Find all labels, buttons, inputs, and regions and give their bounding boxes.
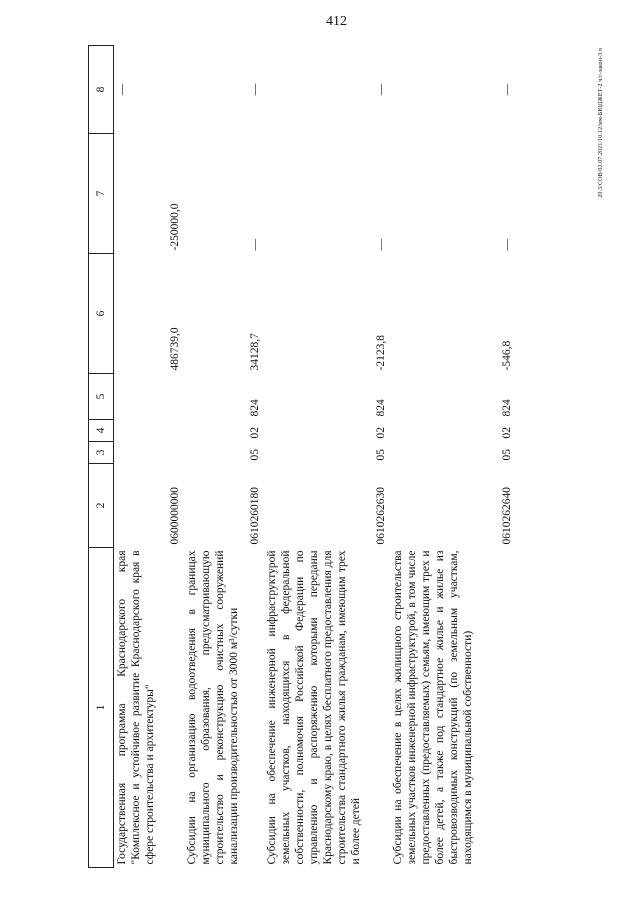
budget-table-grid <box>88 45 516 868</box>
column-header: 7 <box>89 134 114 254</box>
section-code <box>114 442 184 464</box>
column-header: 8 <box>89 46 114 134</box>
row-description: Субсидии на обеспечение в целях жилищного строительства земельных участков инженерной инфраструктурой, в том числе предоставленных (предоставляемых) семьям, имеющим трех и более детей, а также под стандартное жилье и жилье из быстровозводимых конструкций (по земельным участкам, находящимся в муниципальной собственности) <box>391 550 474 865</box>
column-header: 3 <box>89 442 114 464</box>
amount-col7: — <box>500 239 513 251</box>
column-header: 2 <box>89 464 114 548</box>
amount-col6: -546,8 <box>500 340 513 371</box>
target-article-code: 0600000000 <box>168 487 181 545</box>
amount-col8: — <box>374 83 387 96</box>
expense-type-code <box>114 374 184 420</box>
subsection-code <box>114 420 184 442</box>
target-article-code: 0610260180 <box>248 487 261 545</box>
column-header: 1 <box>89 548 114 868</box>
row-description: Субсидии на организацию водоотведения в границах муниципального образования, предусматривающую строительство и реконструкцию очистных сооружений канализации производительностью от 3000 м³/сутки <box>185 550 240 865</box>
subsection-code: 02 <box>248 427 261 439</box>
amount-col8: — <box>248 83 261 96</box>
table-header-row <box>89 46 114 868</box>
subsection-code: 02 <box>500 427 513 439</box>
target-article-code: 0610262630 <box>374 487 387 545</box>
section-code: 05 <box>248 449 261 461</box>
amount-col8: — <box>500 83 513 96</box>
column-header: 6 <box>89 254 114 374</box>
amount-col7: -250000,0 <box>168 203 181 251</box>
expense-type-code: 824 <box>248 399 261 417</box>
subsection-code: 02 <box>374 427 387 439</box>
page-number: 412 <box>326 14 347 29</box>
table-row <box>390 46 516 868</box>
amount-col6: 486739,0 <box>168 327 181 371</box>
amount-col7: — <box>248 239 261 251</box>
table-row <box>114 46 184 868</box>
section-code: 05 <box>500 449 513 461</box>
column-header: 5 <box>89 374 114 420</box>
amount-col6: -2123,8 <box>374 335 387 371</box>
table-row <box>264 46 390 868</box>
target-article-code: 0610262640 <box>500 487 513 545</box>
section-code: 05 <box>374 449 387 461</box>
row-description: Субсидии на обеспечение инженерной инфраструктурой земельных участков, находящихся в федеральной собственности, полномочия Российской Федерации по управлению и распоряжению которыми переданы Краснодарскому краю, в целях бесплатного предоставления для строительства стандартного жилья гражданам, имеющим трех и более детей <box>265 550 362 865</box>
amount-col8: — <box>116 83 128 96</box>
expense-type-code: 824 <box>374 399 387 417</box>
expense-type-code: 824 <box>500 399 513 417</box>
amount-col6: 34128,7 <box>248 333 261 371</box>
budget-table <box>88 46 588 868</box>
document-code: 20.3/СОВ/02.07.2021/10.12/мм-БЮДЖЕТ-2 ч/г-закон-3.ч <box>598 48 604 198</box>
table-row <box>184 46 264 868</box>
amount-col7: — <box>374 239 387 251</box>
row-description: Государственная программа Краснодарского края "Комплексное и устойчивое развитие Краснодарского края в сфере строительства и архитектуры" <box>116 550 156 865</box>
column-header: 4 <box>89 420 114 442</box>
